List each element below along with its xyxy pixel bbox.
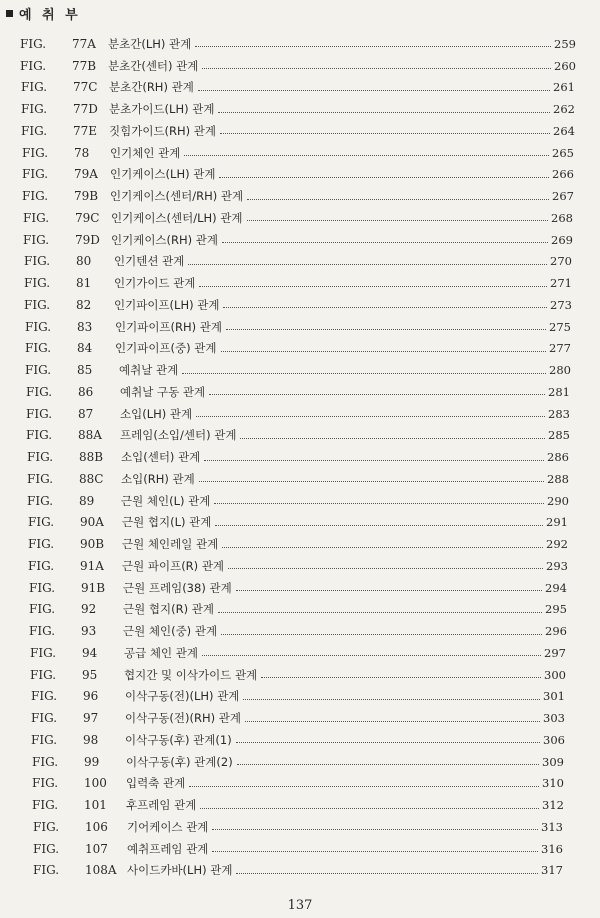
fig-number: 92 [81, 602, 97, 617]
entry-page: 292 [546, 537, 568, 552]
toc-entry [20, 425, 570, 447]
entry-page: 286 [547, 450, 569, 465]
entry-title: 인기케이스(LH) 관계 [110, 167, 216, 182]
toc-entry [20, 751, 564, 773]
fig-label: FIG. [33, 863, 60, 878]
dot-leader [236, 742, 540, 743]
fig-label: FIG. [31, 711, 58, 726]
fig-number: 79C [75, 210, 100, 225]
fig-label: FIG. [31, 732, 58, 747]
fig-number: 80 [76, 254, 92, 269]
toc-entry [20, 794, 564, 816]
fig-label: FIG. [33, 819, 60, 834]
fig-label: FIG. [28, 537, 55, 552]
dot-leader [222, 242, 548, 243]
fig-number: 82 [76, 297, 92, 312]
entry-page: 268 [551, 210, 573, 225]
entry-page: 266 [552, 167, 574, 182]
entry-title: 인기파이프(LH) 관계 [114, 297, 220, 312]
entry-page: 312 [542, 798, 564, 813]
fig-number: 79D [75, 232, 100, 247]
fig-label: FIG. [22, 167, 49, 182]
dot-leader [219, 177, 549, 178]
dot-leader [199, 481, 544, 482]
dot-leader [240, 438, 545, 439]
fig-label: FIG. [20, 58, 47, 73]
entry-page: 277 [549, 341, 571, 356]
entry-title: 입력축 관계 [126, 776, 186, 791]
dot-leader [247, 199, 549, 200]
entry-page: 269 [551, 232, 573, 247]
entry-title: 협지간 및 이삭가이드 관계 [124, 667, 258, 682]
entry-page: 270 [550, 254, 572, 269]
dot-leader [212, 829, 538, 830]
toc-entry [20, 359, 571, 381]
dot-leader [202, 68, 551, 69]
fig-label: FIG. [27, 471, 54, 486]
fig-label: FIG. [29, 602, 56, 617]
dot-leader [247, 220, 549, 221]
fig-label: FIG. [31, 689, 58, 704]
fig-label: FIG. [23, 232, 50, 247]
fig-number: 90B [80, 537, 105, 552]
toc-entry [20, 468, 569, 490]
section-header [6, 4, 81, 23]
entry-page: 316 [541, 841, 563, 856]
toc-entry [20, 120, 575, 142]
toc-entry [20, 272, 572, 294]
toc-entry [20, 533, 568, 555]
entry-page: 261 [553, 80, 575, 95]
fig-label: FIG. [27, 450, 54, 465]
dot-leader [237, 764, 539, 765]
entry-page: 306 [543, 732, 565, 747]
entry-page: 294 [545, 580, 567, 595]
fig-number: 89 [79, 493, 95, 508]
toc-entry [20, 98, 575, 120]
toc-entry [20, 185, 574, 207]
dot-leader [221, 351, 547, 352]
fig-label: FIG. [24, 297, 51, 312]
fig-number: 91B [81, 580, 106, 595]
entry-title: 인기케이스(센터/LH) 관계 [111, 210, 243, 225]
fig-number: 86 [78, 384, 94, 399]
entry-page: 317 [541, 863, 563, 878]
dot-leader [195, 46, 551, 47]
dot-leader [182, 373, 546, 374]
toc-entry [20, 707, 565, 729]
entry-page: 262 [553, 102, 575, 117]
toc-entry [20, 490, 569, 512]
toc-entry [20, 512, 568, 534]
entry-title: 예취날 관계 [119, 363, 179, 378]
fig-label: FIG. [20, 36, 47, 51]
dot-leader [245, 721, 540, 722]
entry-title: 인기파이프(RH) 관계 [115, 319, 223, 334]
fig-label: FIG. [29, 580, 56, 595]
fig-number: 88A [78, 428, 102, 443]
entry-title: 인기케이스(RH) 관계 [111, 232, 219, 247]
fig-number: 83 [77, 319, 93, 334]
entry-page: 280 [549, 363, 571, 378]
fig-label: FIG. [22, 145, 49, 160]
entry-title: 분초가이드(LH) 관계 [109, 102, 215, 117]
entry-title: 이삭구동(전)(RH) 관계 [125, 711, 242, 726]
toc-entry [20, 620, 567, 642]
entry-title: 근원 체인레일 관계 [122, 537, 219, 552]
toc-entry [20, 664, 566, 686]
fig-label: FIG. [21, 80, 48, 95]
entry-title: 공급 체인 관계 [124, 645, 198, 660]
entry-page: 296 [545, 624, 567, 639]
toc-entry [20, 381, 570, 403]
entry-page: 260 [554, 58, 576, 73]
fig-number: 99 [84, 754, 100, 769]
entry-page: 290 [547, 493, 569, 508]
fig-number: 93 [81, 624, 97, 639]
entry-page: 265 [552, 145, 574, 160]
fig-label: FIG. [32, 754, 59, 769]
toc-entry [20, 207, 573, 229]
entry-page: 283 [548, 406, 570, 421]
toc-entry [20, 164, 574, 186]
dot-leader [221, 634, 542, 635]
entry-title: 소입(센터) 관계 [121, 450, 201, 465]
entry-page: 267 [552, 189, 574, 204]
fig-number: 97 [83, 711, 99, 726]
fig-label: FIG. [23, 210, 50, 225]
fig-number: 77B [72, 58, 97, 73]
fig-number: 77C [73, 80, 98, 95]
entry-page: 295 [545, 602, 567, 617]
dot-leader [228, 568, 543, 569]
dot-leader [199, 286, 547, 287]
entry-page: 313 [541, 819, 563, 834]
entry-page: 310 [542, 776, 564, 791]
entry-title: 근원 체인(중) 관계 [123, 624, 218, 639]
entry-page: 264 [553, 123, 575, 138]
fig-label: FIG. [24, 254, 51, 269]
fig-number: 107 [85, 841, 108, 856]
toc-list [20, 33, 576, 881]
dot-leader [204, 460, 544, 461]
entry-page: 300 [544, 667, 566, 682]
toc-entry [20, 142, 574, 164]
fig-label: FIG. [26, 428, 53, 443]
fig-label: FIG. [25, 319, 52, 334]
entry-title: 근원 파이프(R) 관계 [122, 558, 225, 573]
fig-label: FIG. [28, 515, 55, 530]
fig-number: 98 [83, 732, 99, 747]
fig-number: 108A [85, 863, 117, 878]
fig-label: FIG. [25, 363, 52, 378]
toc-entry [20, 773, 564, 795]
fig-label: FIG. [21, 102, 48, 117]
toc-entry [20, 55, 576, 77]
fig-number: 77A [72, 36, 96, 51]
dot-leader [236, 590, 542, 591]
fig-number: 84 [77, 341, 93, 356]
dot-leader [202, 655, 541, 656]
toc-entry [20, 316, 571, 338]
fig-label: FIG. [32, 798, 59, 813]
entry-title: 분초간(LH) 관계 [108, 36, 192, 51]
fig-number: 88C [79, 471, 104, 486]
fig-number: 79B [74, 189, 99, 204]
fig-label: FIG. [27, 493, 54, 508]
dot-leader [218, 612, 542, 613]
entry-page: 309 [542, 754, 564, 769]
dot-leader [198, 90, 550, 91]
entry-title: 분초간(센터) 관계 [108, 58, 199, 73]
fig-label: FIG. [25, 341, 52, 356]
fig-label: FIG. [26, 384, 53, 399]
toc-entry [20, 446, 569, 468]
dot-leader [200, 808, 539, 809]
entry-title: 이삭구동(후) 관계(2) [126, 754, 233, 769]
entry-page: 297 [544, 645, 566, 660]
entry-page: 275 [549, 319, 571, 334]
fig-label: FIG. [30, 645, 57, 660]
dot-leader [243, 699, 540, 700]
dot-leader [226, 329, 546, 330]
fig-number: 90A [80, 515, 104, 530]
toc-entry [20, 77, 575, 99]
toc-entry [20, 33, 576, 55]
entry-title: 짓힘가이드(RH) 관계 [109, 123, 217, 138]
fig-label: FIG. [32, 776, 59, 791]
entry-page: 281 [548, 384, 570, 399]
dot-leader [212, 851, 538, 852]
toc-entry [20, 251, 572, 273]
entry-title: 인기가이드 관계 [114, 276, 196, 291]
fig-number: 87 [78, 406, 94, 421]
dot-leader [215, 525, 543, 526]
entry-title: 소입(LH) 관계 [120, 406, 193, 421]
fig-number: 77D [73, 102, 98, 117]
fig-label: FIG. [30, 667, 57, 682]
toc-entry [20, 555, 568, 577]
dot-leader [196, 416, 545, 417]
entry-title: 사이드카바(LH) 관계 [127, 863, 233, 878]
entry-title: 인기파이프(중) 관계 [115, 341, 217, 356]
dot-leader [220, 133, 550, 134]
toc-entry [20, 838, 563, 860]
toc-entry [20, 729, 565, 751]
entry-page: 259 [554, 36, 576, 51]
fig-label: FIG. [21, 123, 48, 138]
entry-title: 근원 프레임(38) 관계 [123, 580, 232, 595]
entry-title: 인기텐션 관계 [114, 254, 185, 269]
toc-entry [20, 642, 566, 664]
entry-title: 근원 협지(L) 관계 [122, 515, 212, 530]
dot-leader [184, 155, 549, 156]
fig-number: 101 [84, 798, 107, 813]
entry-title: 기어케이스 관계 [127, 819, 209, 834]
section-title: 예 취 부 [19, 8, 81, 23]
fig-number: 88B [79, 450, 104, 465]
fig-number: 106 [85, 819, 108, 834]
fig-number: 96 [83, 689, 99, 704]
fig-label: FIG. [33, 841, 60, 856]
entry-page: 303 [543, 711, 565, 726]
toc-entry [20, 686, 565, 708]
entry-title: 인기체인 관계 [110, 145, 181, 160]
fig-number: 100 [84, 776, 107, 791]
toc-entry [20, 860, 563, 882]
entry-page: 288 [547, 471, 569, 486]
entry-page: 301 [543, 689, 565, 704]
fig-label: FIG. [22, 189, 49, 204]
dot-leader [236, 873, 538, 874]
square-bullet-icon [6, 10, 13, 17]
entry-page: 271 [550, 276, 572, 291]
dot-leader [218, 112, 550, 113]
entry-title: 근원 협지(R) 관계 [123, 602, 214, 617]
dot-leader [214, 503, 544, 504]
fig-number: 85 [77, 363, 93, 378]
toc-entry [20, 338, 571, 360]
entry-title: 프레임(소입/센터) 관계 [120, 428, 237, 443]
entry-title: 이삭구동(전)(LH) 관계 [125, 689, 240, 704]
dot-leader [209, 394, 545, 395]
toc-entry [20, 403, 570, 425]
fig-label: FIG. [24, 276, 51, 291]
dot-leader [223, 307, 547, 308]
fig-number: 94 [82, 645, 98, 660]
fig-label: FIG. [26, 406, 53, 421]
toc-entry [20, 816, 563, 838]
dot-leader [189, 786, 539, 787]
fig-number: 77E [73, 123, 98, 138]
fig-number: 78 [74, 145, 90, 160]
toc-entry [20, 599, 567, 621]
dot-leader [261, 677, 541, 678]
entry-title: 분초간(RH) 관계 [109, 80, 194, 95]
entry-page: 293 [546, 558, 568, 573]
entry-title: 예취프레임 관계 [127, 841, 209, 856]
fig-number: 79A [74, 167, 98, 182]
toc-entry [20, 577, 567, 599]
entry-page: 291 [546, 515, 568, 530]
fig-label: FIG. [28, 558, 55, 573]
entry-title: 소입(RH) 관계 [121, 471, 195, 486]
fig-number: 81 [76, 276, 92, 291]
entry-title: 근원 체인(L) 관계 [121, 493, 211, 508]
entry-title: 후프레임 관계 [126, 798, 197, 813]
entry-title: 이삭구동(후) 관계(1) [125, 732, 232, 747]
fig-number: 95 [82, 667, 98, 682]
entry-title: 예취날 구동 관계 [120, 384, 206, 399]
fig-number: 91A [80, 558, 104, 573]
toc-entry [20, 229, 573, 251]
entry-page: 285 [548, 428, 570, 443]
page-number: 137 [287, 898, 313, 913]
entry-title: 인기케이스(센터/RH) 관계 [110, 189, 244, 204]
entry-page: 273 [550, 297, 572, 312]
dot-leader [188, 264, 547, 265]
toc-entry [20, 294, 572, 316]
dot-leader [222, 547, 543, 548]
fig-label: FIG. [29, 624, 56, 639]
